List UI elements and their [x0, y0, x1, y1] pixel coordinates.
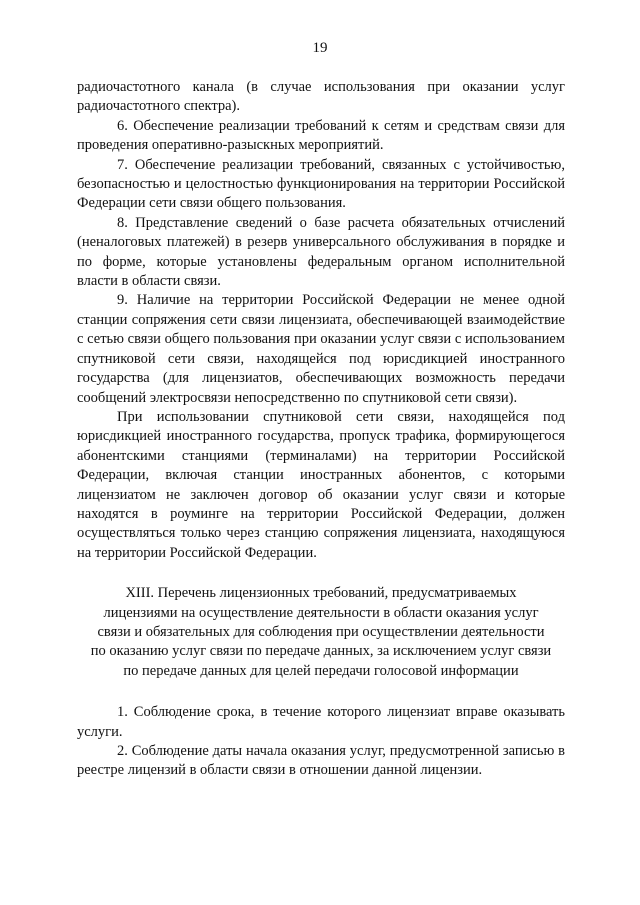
- paragraph-item-9: 9. Наличие на территории Российской Федерации не менее одной станции сопряжения сети связи лицензиата, обеспечивающей взаимодействие с сетью связи общего пользования при оказании услуг связи с использованием спутниковой сети связи, находящейся под юрисдикцией иностранного государства (для лицензиатов, обеспечивающих возможность передачи сообщений электросвязи непосредственно по спутниковой сети связи).: [77, 292, 565, 406]
- section-heading-line: по оказанию услуг связи по передаче данных, за исключением услуг связи: [90, 643, 552, 660]
- paragraph-item-8: 8. Представление сведений о базе расчета обязательных отчислений (неналоговых платежей) в резерв универсального обслуживания в порядке и по форме, которые установлены федеральным органом исполнительной власти в области связи.: [77, 214, 565, 290]
- document-body: [77, 78, 565, 781]
- paragraph-item-2: 2. Соблюдение даты начала оказания услуг, предусмотренной записью в реестре лицензий в области связи в отношении данной лицензии.: [77, 743, 565, 779]
- paragraph-satellite-traffic: При использовании спутниковой сети связи, находящейся под юрисдикцией иностранного государства, пропуск трафика, формирующегося абонентскими станциями (терминалами) на территории Российской Федерации, включая станции иностранных абонентов, с которыми лицензиатом не заключен договор об оказании услуг связи и которые находятся в роуминге на территории Российской Федерации, должен осуществляться только через станцию сопряжения лицензиата, находящуюся на территории Российской Федерации.: [77, 408, 565, 561]
- paragraph-continuation: радиочастотного канала (в случае использования при оказании услуг радиочастотного спектра).: [77, 79, 565, 115]
- paragraph-item-1: 1. Соблюдение срока, в течение которого лицензиат вправе оказывать услуги.: [77, 704, 565, 740]
- paragraph-item-7: 7. Обеспечение реализации требований, связанных с устойчивостью, безопасностью и целостностью функционирования на территории Российской Федерации сети связи общего пользования.: [77, 156, 565, 212]
- paragraph-item-6: 6. Обеспечение реализации требований к сетям и средствам связи для проведения оперативно-разыскных мероприятий.: [77, 117, 565, 154]
- section-heading-line: XIII. Перечень лицензионных требований, предусматриваемых: [125, 585, 517, 602]
- section-heading-line: связи и обязательных для соблюдения при осуществлении деятельности: [97, 623, 545, 640]
- page-number: 19: [312, 40, 328, 56]
- section-heading-line: по передаче данных для целей передачи голосовой информации: [123, 662, 519, 679]
- section-heading-xiii: [77, 584, 565, 681]
- section-heading-line: лицензиями на осуществление деятельности в области оказания услуг: [103, 604, 539, 621]
